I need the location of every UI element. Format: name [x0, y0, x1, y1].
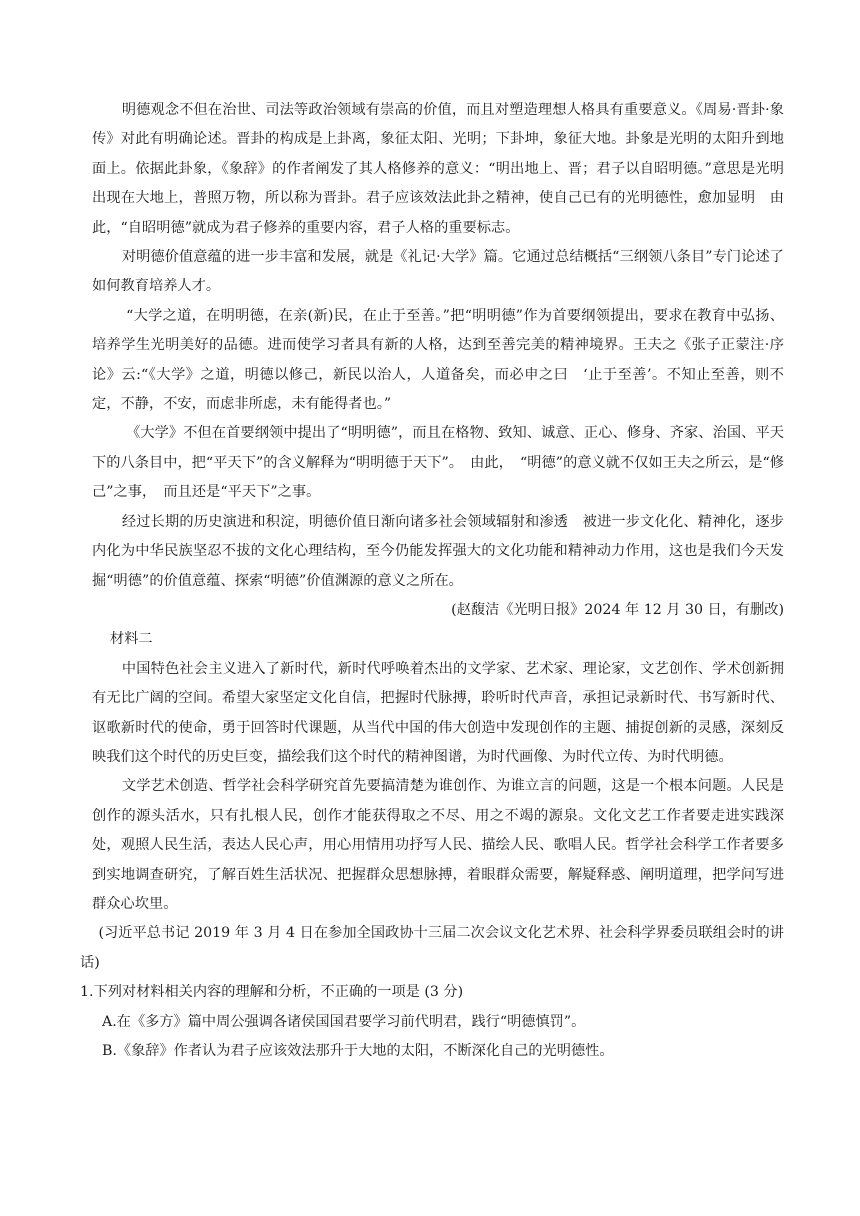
- question-1-stem: 1.下列对材料相关内容的理解和分析，不正确的一项是 (3 分): [80, 984, 464, 1001]
- question-1-option-a: A.在《多方》篇中周公强调各诸侯国国君要学习前代明君，践行“明德慎罚”。: [102, 1013, 586, 1030]
- paragraph-daxue-eight-items: 《大学》不但在首要纲领中提出了“明明德”，而且在格物、致知、诚意、正心、修身、齐家、治国、平天下的八条目中，把“平天下”的含义解释为“明明德于天下”。 由此， “明德”的意义就不仅如王夫之所云，是“修己”之事， 而且还是“平天下”之事。: [92, 425, 784, 501]
- material2-source: (习近平总书记 2019 年 3 月 4 日在参加全国政协十三届二次会议文化艺术界、社会科学界委员联组会时的讲话): [80, 925, 784, 971]
- material2-paragraph-people: 文学艺术创造、哲学社会科学研究首先要搞清楚为谁创作、为谁立言的问题，这是一个根本问题。人民是创作的源头活水，只有扎根人民，创作才能获得取之不尽、用之不竭的源泉。文化文艺工作者要走进实践深处，观照人民生活，表达人民心声，用心用情用功抒写人民、描绘人民、歌唱人民。哲学社会科学工作者要多到实地调查研究，了解百姓生活状况、把握群众思想脉搏，着眼群众需要，解疑释惑、阐明道理，把学问写进群众心坎里。: [92, 778, 784, 912]
- question-1-option-b: B.《象辞》作者认为君子应该效法那升于大地的太阳，不断深化自己的光明德性。: [102, 1043, 614, 1059]
- paragraph-mingde-personality: 明德观念不但在治世、司法等政治领域有崇高的价值，而且对塑造理想人格具有重要意义。《周易·晋卦·象传》对此有明确论述。晋卦的构成是上卦离，象征太阳、光明；下卦坤，象征大地。卦象是光明的太阳升到地面上。依据此卦象，《象辞》的作者阐发了其人格修养的意义：“明出地上、晋；君子以自昭明德。”意思是光明出现在大地上，普照万物，所以称为晋卦。君子应该效法此卦之精神，使自己已有的光明德性，愈加显明 由此，“自昭明德”就成为君子修养的重要内容，君子人格的重要标志。: [92, 102, 784, 236]
- paragraph-historical-evolution: 经过长期的历史演进和积淀，明德价值日渐向诸多社会领域辐射和渗透 被进一步文化化、精神化，逐步内化为中华民族坚忍不拔的文化心理结构，至今仍能发挥强大的文化功能和精神动力作用，这也是我们今天发掘“明德”的价值意蕴、探索“明德”价值渊源的意义之所在。: [92, 513, 784, 589]
- document-body: [80, 96, 784, 1066]
- paragraph-daxue-intro: 对明德价值意蕴的进一步丰富和发展，就是《礼记·大学》篇。它通过总结概括“三纲领八条目”专门论述了如何教育培养人才。: [92, 249, 784, 295]
- material2-paragraph-new-era: 中国特色社会主义进入了新时代，新时代呼唤着杰出的文学家、艺术家、理论家，文艺创作、学术创新拥有无比广阔的空间。希望大家坚定文化自信，把握时代脉搏，聆听时代声音，承担记录新时代、书写新时代、讴歌新时代的使命，勇于回答时代课题，从当代中国的伟大创造中发现创作的主题、捕捉创新的灵感，深刻反映我们这个时代的历史巨变，描绘我们这个时代的精神图谱，为时代画像、为时代立传、为时代明德。: [92, 660, 784, 765]
- material2-heading: 材料二: [110, 631, 153, 648]
- paragraph-daxue-dao: “大学之道，在明明德，在亲(新)民，在止于至善。”把“明明德”作为首要纲领提出，要求在教育中弘扬、培养学生光明美好的品德。进而使学习者具有新的人格，达到至善完美的精神境界。王夫之《张子正蒙注·序论》云:“《大学》之道，明德以修己，新民以治人，人道备矣，而必申之曰 ‘止于至善’。不知止至善，则不定，不静，不安，而虑非所虑，未有能得者也。”: [92, 307, 784, 413]
- material1-source: (赵馥洁《光明日报》2024 年 12 月 30 日，有删改): [451, 601, 784, 618]
